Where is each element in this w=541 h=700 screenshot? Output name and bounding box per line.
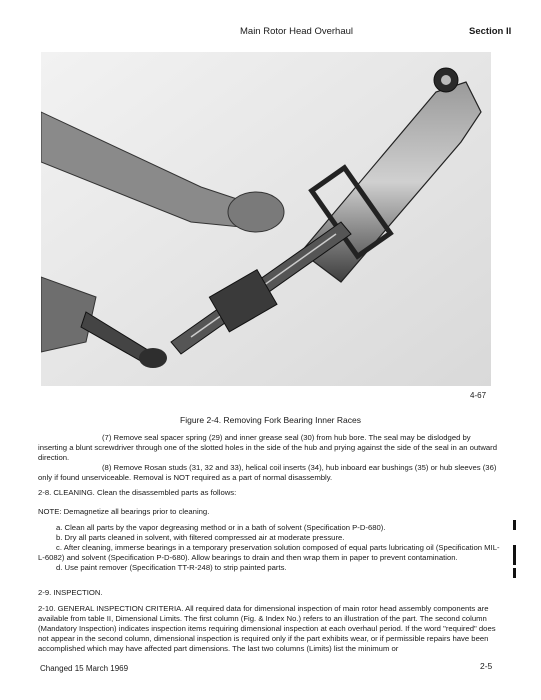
note: NOTE: Demagnetize all bearings prior to cleaning. <box>38 507 210 516</box>
cleaning-step-d: d. Use paint remover (Specification TT-R-248) to strip painted parts. <box>56 563 287 572</box>
cleaning-heading: 2-8. CLEANING. Clean the disassembled parts as follows: <box>38 488 237 497</box>
cleaning-steps <box>38 523 500 573</box>
cleaning-step-b: b. Dry all parts cleaned in solvent, with filtered compressed air at moderate pressure. <box>56 533 345 542</box>
cleaning-step-c: c. After cleaning, immerse bearings in a temporary preservation solution composed of equal parts lubricating oil (Specification MIL-L-6082) and solvent (Specification P-D-680). Allow bearings to drain and then wrap them in paper to prevent contamination. <box>38 543 500 562</box>
change-bar <box>513 545 516 565</box>
page-number: 2-5 <box>480 661 493 671</box>
text-block-disassembly <box>38 433 500 483</box>
change-bar <box>513 568 516 578</box>
figure-photo <box>41 52 491 386</box>
page-header-section: Section II <box>469 26 512 37</box>
figure-photo-illustration <box>41 52 491 386</box>
general-inspection-criteria: 2-10. GENERAL INSPECTION CRITERIA. All required data for dimensional inspection of main rotor head assembly components are available from table II, Dimensional Limits. The first column (Fig. & Index No.) refers to an illustration of the part. The second column (Mandatory Inspection) indicates inspection items requiring dimensional inspection at each overhaul period. If the word "required" does not appear in the second column, dimensional inspection is required only if the part exhibits wear, or if permissible repairs have been accomplished which may have affected part dimensions. The last two columns (Limits) list the minimum or <box>38 604 496 653</box>
figure-caption: Figure 2-4. Removing Fork Bearing Inner Races <box>180 415 361 425</box>
footer-changed-date: Changed 15 March 1969 <box>40 664 129 673</box>
inspection-heading: 2-9. INSPECTION. <box>38 588 103 597</box>
change-bar <box>513 520 516 530</box>
paragraph-step-7: (7) Remove seal spacer spring (29) and inner grease seal (30) from hub bore. The seal may be dislodged by inserting a blunt screwdriver through one of the slotted holes in the side of the hub and prying against the side of the seal in an outward direction. <box>38 433 497 462</box>
paragraph-step-8: (8) Remove Rosan studs (31, 32 and 33), helical coil inserts (34), hub inboard ear bushings (35) or hub sleeves (36) only if found unserviceable. Removal is NOT required as a part of normal disassembly. <box>38 463 497 482</box>
cleaning-step-a: a. Clean all parts by the vapor degreasing method or in a bath of solvent (Specification P-D-680). <box>56 523 386 532</box>
page-header-title: Main Rotor Head Overhaul <box>240 26 353 37</box>
figure-photo-id: 4-67 <box>470 391 487 400</box>
